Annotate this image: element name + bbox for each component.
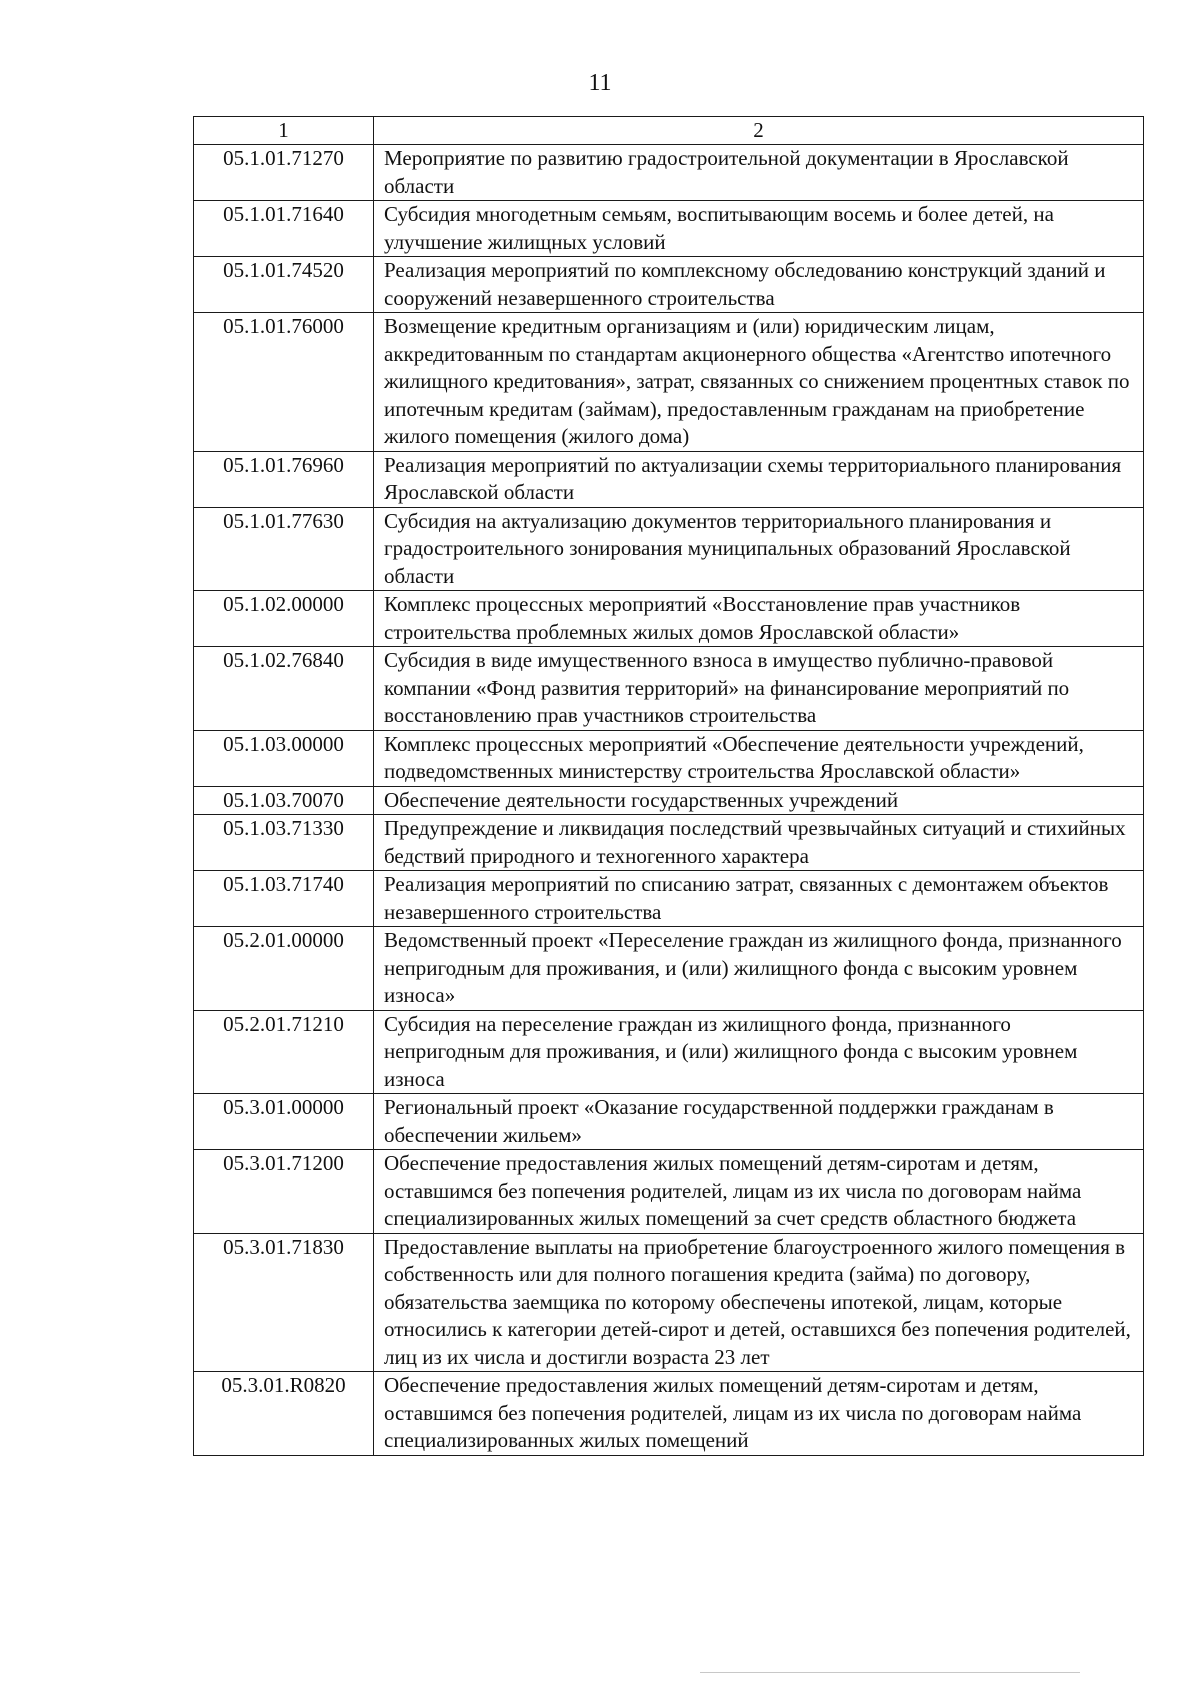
table-row xyxy=(194,1372,1144,1456)
table-row xyxy=(194,871,1144,927)
row-code: 05.3.01.00000 xyxy=(194,1094,374,1150)
row-code: 05.2.01.00000 xyxy=(194,927,374,1011)
row-code: 05.3.01.71830 xyxy=(194,1233,374,1372)
table-row xyxy=(194,591,1144,647)
row-description: Региональный проект «Оказание государственной поддержки гражданам в обеспечении жильем» xyxy=(374,1094,1144,1150)
row-code: 05.1.03.71330 xyxy=(194,815,374,871)
row-code: 05.1.02.76840 xyxy=(194,647,374,731)
row-description: Комплекс процессных мероприятий «Обеспечение деятельности учреждений, подведомственных министерству строительства Ярославской области» xyxy=(374,730,1144,786)
column-header-2: 2 xyxy=(374,117,1144,145)
row-code: 05.2.01.71210 xyxy=(194,1010,374,1094)
row-description: Реализация мероприятий по комплексному обследованию конструкций зданий и сооружений незавершенного строительства xyxy=(374,257,1144,313)
table-row xyxy=(194,1233,1144,1372)
row-description: Субсидия в виде имущественного взноса в имущество публично-правовой компании «Фонд развития территорий» на финансирование мероприятий по восстановлению прав участников строительства xyxy=(374,647,1144,731)
table-row xyxy=(194,1010,1144,1094)
row-code: 05.1.03.00000 xyxy=(194,730,374,786)
table-row xyxy=(194,1094,1144,1150)
row-code: 05.1.03.71740 xyxy=(194,871,374,927)
table-row xyxy=(194,1150,1144,1234)
row-description: Обеспечение деятельности государственных учреждений xyxy=(374,786,1144,815)
row-description: Ведомственный проект «Переселение граждан из жилищного фонда, признанного непригодным для проживания, и (или) жилищного фонда с высоким уровнем износа» xyxy=(374,927,1144,1011)
table-row xyxy=(194,201,1144,257)
table-row xyxy=(194,786,1144,815)
table-row xyxy=(194,730,1144,786)
row-description: Комплекс процессных мероприятий «Восстановление прав участников строительства проблемных жилых домов Ярославской области» xyxy=(374,591,1144,647)
table-row xyxy=(194,313,1144,452)
table-row xyxy=(194,451,1144,507)
table-row xyxy=(194,927,1144,1011)
row-description: Мероприятие по развитию градостроительной документации в Ярославской области xyxy=(374,145,1144,201)
footer-scan-line xyxy=(700,1672,1080,1673)
row-description: Возмещение кредитным организациям и (или) юридическим лицам, аккредитованным по стандартам акционерного общества «Агентство ипотечного жилищного кредитования», затрат, связанных со снижением процентных ставок по ипотечным кредитам (займам), предоставленным гражданам на приобретение жилого помещения (жилого дома) xyxy=(374,313,1144,452)
table-row xyxy=(194,647,1144,731)
row-description: Предоставление выплаты на приобретение благоустроенного жилого помещения в собственность или для полного погашения кредита (займа) по договору, обязательства заемщика по которому обеспечены ипотекой, лицам, которые относились к категории детей-сирот и детей, оставшихся без попечения родителей, лиц из их числа и достигли возраста 23 лет xyxy=(374,1233,1144,1372)
row-code: 05.3.01.R0820 xyxy=(194,1372,374,1456)
table-row xyxy=(194,507,1144,591)
table-row xyxy=(194,257,1144,313)
row-description: Субсидия многодетным семьям, воспитывающим восемь и более детей, на улучшение жилищных условий xyxy=(374,201,1144,257)
row-description: Обеспечение предоставления жилых помещений детям-сиротам и детям, оставшимся без попечения родителей, лицам из их числа по договорам найма специализированных жилых помещений за счет средств областного бюджета xyxy=(374,1150,1144,1234)
row-code: 05.1.03.70070 xyxy=(194,786,374,815)
column-header-1: 1 xyxy=(194,117,374,145)
row-code: 05.1.02.00000 xyxy=(194,591,374,647)
row-description: Реализация мероприятий по списанию затрат, связанных с демонтажем объектов незавершенного строительства xyxy=(374,871,1144,927)
table-row xyxy=(194,815,1144,871)
row-description: Субсидия на переселение граждан из жилищного фонда, признанного непригодным для проживания, и (или) жилищного фонда с высоким уровнем износа xyxy=(374,1010,1144,1094)
row-description: Предупреждение и ликвидация последствий чрезвычайных ситуаций и стихийных бедствий природного и техногенного характера xyxy=(374,815,1144,871)
row-code: 05.1.01.76000 xyxy=(194,313,374,452)
row-description: Обеспечение предоставления жилых помещений детям-сиротам и детям, оставшимся без попечения родителей, лицам из их числа по договорам найма специализированных жилых помещений xyxy=(374,1372,1144,1456)
row-description: Реализация мероприятий по актуализации схемы территориального планирования Ярославской области xyxy=(374,451,1144,507)
budget-code-table xyxy=(193,116,1144,1456)
table-header-row xyxy=(194,117,1144,145)
page-number: 11 xyxy=(588,70,612,96)
row-code: 05.1.01.77630 xyxy=(194,507,374,591)
row-code: 05.3.01.71200 xyxy=(194,1150,374,1234)
table-row xyxy=(194,145,1144,201)
row-description: Субсидия на актуализацию документов территориального планирования и градостроительного зонирования муниципальных образований Ярославской области xyxy=(374,507,1144,591)
row-code: 05.1.01.71270 xyxy=(194,145,374,201)
row-code: 05.1.01.74520 xyxy=(194,257,374,313)
row-code: 05.1.01.71640 xyxy=(194,201,374,257)
row-code: 05.1.01.76960 xyxy=(194,451,374,507)
